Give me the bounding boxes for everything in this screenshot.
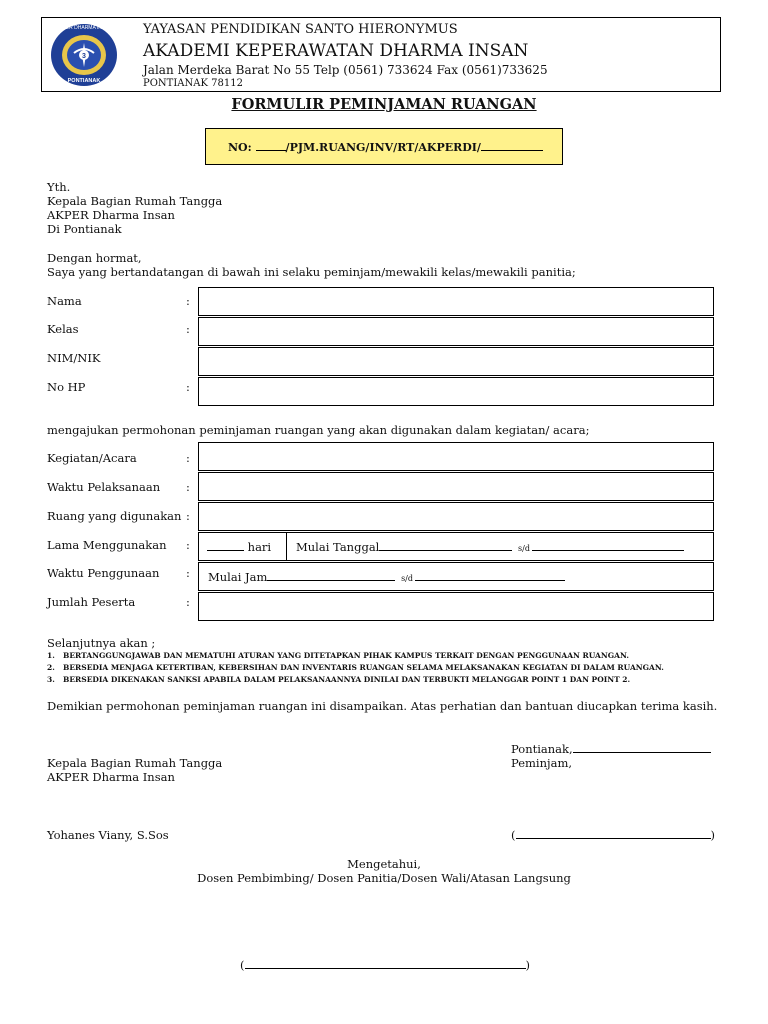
list-item: 2. BERSEDIA MENJAGA KETERTIBAN, KEBERSIHAN DAN INVENTARIS RUANGAN SELAMA MELAKSANAKAN KEGIATAN DI DALAM RUANGAN. <box>47 663 664 672</box>
colon: : <box>186 566 190 580</box>
number-box <box>205 128 563 165</box>
approver-title: Dosen Pembimbing/ Dosen Panitia/Dosen Wali/Atasan Langsung <box>197 871 571 885</box>
sign-title-right: Peminjam, <box>511 756 572 770</box>
greeting: Dengan hormat, <box>47 251 142 265</box>
intro-text: Saya yang bertandatangan di bawah ini selaku peminjam/mewakili kelas/mewakili panitia; <box>47 265 576 279</box>
nim-field[interactable] <box>198 347 714 376</box>
foundation-name: YAYASAN PENDIDIKAN SANTO HIERONYMUS <box>143 22 458 37</box>
academy-name: AKADEMI KEPERAWATAN DHARMA INSAN <box>143 41 529 61</box>
request-text: mengajukan permohonan peminjaman ruangan yang akan digunakan dalam kegiatan/ acara; <box>47 423 590 437</box>
nama-field[interactable] <box>198 287 714 316</box>
mulai-tanggal-label: Mulai Tanggal <box>296 540 380 554</box>
colon: : <box>186 480 190 494</box>
page-title: FORMULIR PEMINJAMAN RUANGAN <box>231 96 537 113</box>
number-code: /PJM.RUANG/INV/RT/AKPERDI/ <box>285 141 481 154</box>
colon: : <box>186 538 190 552</box>
logo-text-bottom: PONTIANAK <box>67 78 101 84</box>
label-peserta: Jumlah Peserta <box>47 595 136 609</box>
addressee-org: AKPER Dharma Insan <box>47 208 175 222</box>
kelas-field[interactable] <box>198 317 714 346</box>
academy-logo <box>50 23 118 87</box>
colon: : <box>186 509 190 523</box>
colon: : <box>186 380 190 394</box>
hp-field[interactable] <box>198 377 714 406</box>
label-kegiatan: Kegiatan/Acara <box>47 451 137 465</box>
label-hp: No HP <box>47 380 86 394</box>
kegiatan-field[interactable] <box>198 442 714 471</box>
mengetahui: Mengetahui, <box>347 857 421 871</box>
label-ruang: Ruang yang digunakan <box>47 509 182 523</box>
logo-text-top: AKPER DHARMA INSAN <box>55 25 113 31</box>
addressee-title: Kepala Bagian Rumah Tangga <box>47 194 223 208</box>
sign-title-left-2: AKPER Dharma Insan <box>47 770 175 784</box>
label-lama: Lama Menggunakan <box>47 538 167 552</box>
mulai-jam-label: Mulai Jam <box>208 570 268 584</box>
sd-label: s/d <box>518 544 530 553</box>
approver-sign: ( ) <box>240 958 530 972</box>
sd-label: s/d <box>401 574 413 583</box>
waktu-penggunaan-field[interactable] <box>198 562 714 591</box>
colon: : <box>186 322 190 336</box>
address: Jalan Merdeka Barat No 55 Telp (0561) 733624 Fax (0561)733625 <box>143 63 548 77</box>
hari-label: hari <box>247 540 272 554</box>
svg-text:3: 3 <box>82 53 86 60</box>
label-waktu: Waktu Pelaksanaan <box>47 480 161 494</box>
label-nama: Nama <box>47 294 82 308</box>
label-penggunaan: Waktu Penggunaan <box>47 566 160 580</box>
addressee-yth: Yth. <box>47 180 71 194</box>
waktu-field[interactable] <box>198 472 714 501</box>
addressee-city: Di Pontianak <box>47 222 122 236</box>
label-kelas: Kelas <box>47 322 79 336</box>
terms-list <box>47 650 664 686</box>
ruang-field[interactable] <box>198 502 714 531</box>
terms-intro: Selanjutnya akan ; <box>47 636 156 650</box>
number-prefix: NO: <box>228 141 252 154</box>
lama-hari-field[interactable] <box>198 532 287 561</box>
mulai-tanggal-field[interactable] <box>286 532 714 561</box>
peserta-field[interactable] <box>198 592 714 621</box>
list-item: 3. BERSEDIA DIKENAKAN SANKSI APABILA DALAM PELAKSANAANNYA DINILAI DAN TERBUKTI MELANGGAR POINT 1 DAN POINT 2. <box>47 675 631 684</box>
sign-place: Pontianak, <box>511 742 711 756</box>
list-item: 1. BERTANGGUNGJAWAB DAN MEMATUHI ATURAN YANG DITETAPKAN PIHAK KAMPUS TERKAIT DENGAN PENGGUNAAN RUANGAN. <box>47 651 629 660</box>
colon: : <box>186 595 190 609</box>
colon: : <box>186 451 190 465</box>
closing-text: Demikian permohonan peminjaman ruangan ini disampaikan. Atas perhatian dan bantuan diucapkan terima kasih. <box>47 699 718 713</box>
sign-name-left: Yohanes Viany, S.Sos <box>47 828 169 842</box>
label-nim: NIM/NIK <box>47 351 101 365</box>
letterhead <box>41 17 721 92</box>
sign-title-left-1: Kepala Bagian Rumah Tangga <box>47 756 223 770</box>
sign-name-right: ( ) <box>511 828 715 842</box>
city: PONTIANAK 78112 <box>143 78 243 89</box>
colon: : <box>186 294 190 308</box>
